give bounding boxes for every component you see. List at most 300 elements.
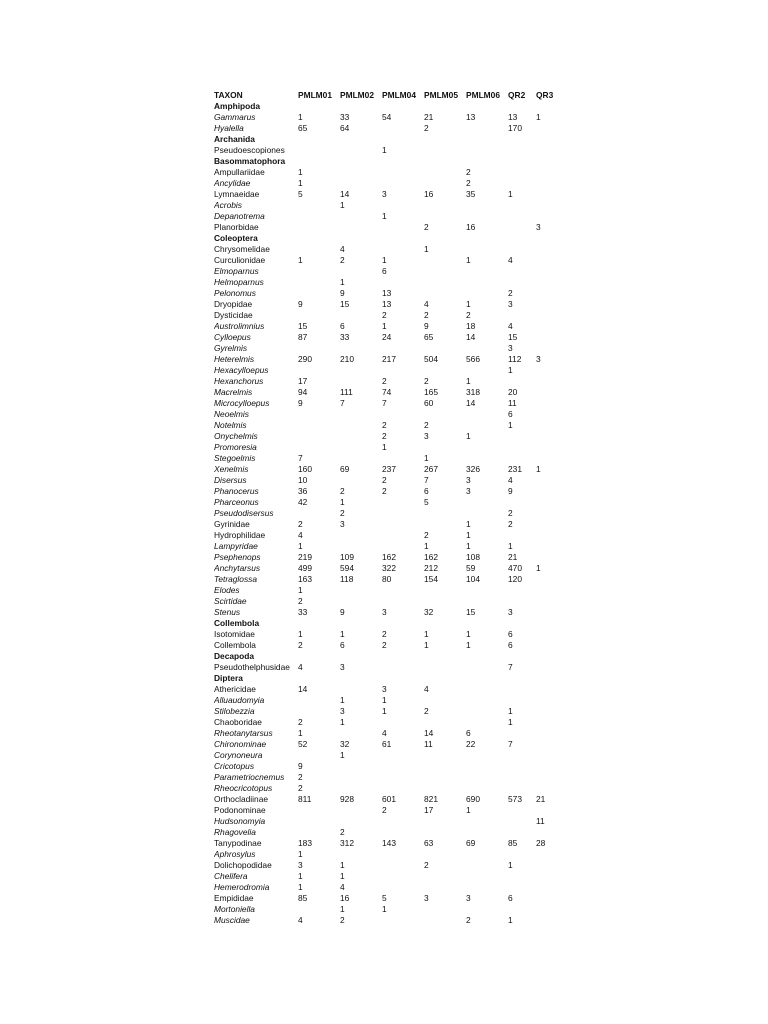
taxon-name-cell: Chelifera — [214, 871, 248, 881]
count-cell-pmlm06 — [466, 211, 508, 222]
taxon-name-cell: Stegoelmis — [214, 453, 256, 463]
count-cell-pmlm04: 1 — [382, 695, 387, 705]
count-cell-pmlm05 — [424, 816, 466, 827]
count-cell-pmlm01 — [298, 101, 340, 112]
table-row — [214, 915, 564, 926]
count-cell-pmlm06 — [466, 508, 508, 519]
table-row — [214, 805, 564, 816]
count-cell-pmlm06 — [466, 684, 508, 695]
count-cell-pmlm04 — [382, 123, 424, 134]
count-cell-pmlm02: 109 — [340, 552, 354, 562]
count-cell-qr3 — [536, 706, 564, 717]
count-cell-pmlm02: 69 — [340, 464, 350, 474]
group-name-cell: Amphipoda — [214, 101, 261, 111]
count-cell-pmlm05: 65 — [424, 332, 434, 342]
table-row — [214, 596, 564, 607]
taxon-name-cell: Rhagovelia — [214, 827, 256, 837]
count-cell-qr3 — [536, 200, 564, 211]
count-cell-pmlm02: 111 — [340, 387, 353, 397]
count-cell-qr2: 6 — [508, 409, 513, 419]
count-cell-qr2 — [508, 849, 536, 860]
count-cell-pmlm05 — [424, 882, 466, 893]
count-cell-pmlm04: 2 — [382, 420, 387, 430]
count-cell-pmlm04: 4 — [382, 728, 387, 738]
count-cell-pmlm06 — [466, 365, 508, 376]
column-header-pmlm01: PMLM01 — [298, 90, 332, 100]
count-cell-pmlm02 — [340, 310, 382, 321]
count-cell-pmlm05: 6 — [424, 486, 429, 496]
count-cell-pmlm04: 1 — [382, 145, 387, 155]
count-cell-pmlm02 — [340, 728, 382, 739]
count-cell-pmlm01: 4 — [298, 662, 303, 672]
count-cell-pmlm02 — [340, 618, 382, 629]
column-header-qr2: QR2 — [508, 90, 526, 100]
table-row — [214, 310, 564, 321]
count-cell-pmlm01: 1 — [298, 629, 303, 639]
count-cell-pmlm05 — [424, 519, 466, 530]
count-cell-pmlm02: 1 — [340, 277, 345, 287]
taxon-name-cell: Pelonomus — [214, 288, 256, 298]
table-row — [214, 486, 564, 497]
count-cell-pmlm04 — [382, 651, 424, 662]
count-cell-qr2: 9 — [508, 486, 513, 496]
count-cell-qr3 — [536, 266, 564, 277]
taxon-name-cell: Hydrophilidae — [214, 530, 266, 540]
count-cell-pmlm04 — [382, 156, 424, 167]
count-cell-qr3 — [536, 607, 564, 618]
count-cell-pmlm02 — [340, 805, 382, 816]
taxon-name-cell: Rheotanytarsus — [214, 728, 273, 738]
count-cell-pmlm01: 1 — [298, 541, 303, 551]
table-row — [214, 332, 564, 343]
taxon-name-cell: Promoresia — [214, 442, 257, 452]
count-cell-pmlm05: 2 — [424, 706, 429, 716]
count-cell-pmlm04 — [382, 750, 424, 761]
count-cell-pmlm02 — [340, 420, 382, 431]
count-cell-qr2 — [508, 134, 536, 145]
count-cell-pmlm01 — [298, 904, 340, 915]
count-cell-pmlm02 — [340, 409, 382, 420]
count-cell-pmlm04: 13 — [382, 299, 392, 309]
table-row — [214, 904, 564, 915]
count-cell-qr2 — [508, 761, 536, 772]
count-cell-qr3: 1 — [536, 563, 541, 573]
table-row — [214, 431, 564, 442]
count-cell-pmlm02 — [340, 266, 382, 277]
count-cell-pmlm06 — [466, 904, 508, 915]
count-cell-qr2 — [508, 145, 536, 156]
count-cell-pmlm06: 1 — [466, 255, 471, 265]
table-row — [214, 376, 564, 387]
table-row — [214, 321, 564, 332]
count-cell-pmlm04 — [382, 343, 424, 354]
count-cell-pmlm05: 267 — [424, 464, 438, 474]
count-cell-pmlm04: 1 — [382, 442, 387, 452]
count-cell-qr2: 6 — [508, 629, 513, 639]
count-cell-pmlm05 — [424, 266, 466, 277]
count-cell-pmlm02: 1 — [340, 860, 345, 870]
count-cell-pmlm02: 1 — [340, 871, 345, 881]
count-cell-qr3 — [536, 310, 564, 321]
count-cell-pmlm04: 1 — [382, 211, 387, 221]
count-cell-pmlm01 — [298, 695, 340, 706]
count-cell-pmlm06: 1 — [466, 519, 471, 529]
count-cell-qr2: 1 — [508, 717, 513, 727]
table-row — [214, 398, 564, 409]
count-cell-pmlm06 — [466, 662, 508, 673]
table-row — [214, 475, 564, 486]
count-cell-pmlm02: 312 — [340, 838, 354, 848]
count-cell-pmlm01: 94 — [298, 387, 308, 397]
count-cell-qr3 — [536, 332, 564, 343]
count-cell-pmlm06 — [466, 585, 508, 596]
count-cell-qr2 — [508, 805, 536, 816]
count-cell-pmlm02: 594 — [340, 563, 354, 573]
count-cell-pmlm05: 2 — [424, 530, 429, 540]
taxon-name-cell: Elmoparnus — [214, 266, 259, 276]
count-cell-qr2: 1 — [508, 420, 513, 430]
count-cell-qr2 — [508, 211, 536, 222]
count-cell-qr3 — [536, 673, 564, 684]
count-cell-pmlm06 — [466, 772, 508, 783]
count-cell-pmlm01: 36 — [298, 486, 308, 496]
taxon-name-cell: Hexanchorus — [214, 376, 264, 386]
count-cell-qr2 — [508, 673, 536, 684]
count-cell-pmlm05: 154 — [424, 574, 438, 584]
taxon-name-cell: Aphrosylus — [214, 849, 256, 859]
taxon-name-cell: Notelmis — [214, 420, 247, 430]
taxon-name-cell: Collembola — [214, 640, 256, 650]
count-cell-qr3: 1 — [536, 464, 541, 474]
count-cell-pmlm04 — [382, 717, 424, 728]
count-cell-pmlm02: 1 — [340, 717, 345, 727]
count-cell-pmlm05: 4 — [424, 684, 429, 694]
count-cell-qr2: 1 — [508, 365, 513, 375]
taxon-name-cell: Mortoniella — [214, 904, 255, 914]
count-cell-qr3 — [536, 552, 564, 563]
count-cell-pmlm01 — [298, 365, 340, 376]
group-name-cell: Collembola — [214, 618, 260, 628]
count-cell-pmlm05: 21 — [424, 112, 434, 122]
count-cell-qr2 — [508, 530, 536, 541]
table-row — [214, 420, 564, 431]
count-cell-pmlm04 — [382, 508, 424, 519]
column-header-qr3: QR3 — [536, 90, 554, 100]
count-cell-pmlm02 — [340, 816, 382, 827]
count-cell-pmlm06 — [466, 442, 508, 453]
table-row — [214, 508, 564, 519]
count-cell-pmlm01 — [298, 156, 340, 167]
count-cell-pmlm02 — [340, 541, 382, 552]
count-cell-pmlm02: 2 — [340, 255, 345, 265]
count-cell-qr2 — [508, 618, 536, 629]
count-cell-pmlm05 — [424, 200, 466, 211]
count-cell-pmlm04: 2 — [382, 431, 387, 441]
count-cell-qr3: 11 — [536, 816, 545, 826]
count-cell-qr3 — [536, 321, 564, 332]
count-cell-qr2 — [508, 596, 536, 607]
count-cell-pmlm06: 14 — [466, 398, 476, 408]
count-cell-pmlm06: 690 — [466, 794, 480, 804]
count-cell-qr3 — [536, 662, 564, 673]
count-cell-pmlm06: 6 — [466, 728, 471, 738]
count-cell-pmlm05: 1 — [424, 541, 429, 551]
count-cell-pmlm04: 13 — [382, 288, 392, 298]
table-row — [214, 277, 564, 288]
count-cell-pmlm04 — [382, 827, 424, 838]
count-cell-pmlm04 — [382, 134, 424, 145]
count-cell-pmlm06 — [466, 816, 508, 827]
count-cell-pmlm05 — [424, 134, 466, 145]
table-row — [214, 343, 564, 354]
count-cell-qr3 — [536, 167, 564, 178]
count-cell-pmlm02 — [340, 585, 382, 596]
count-cell-qr3 — [536, 387, 564, 398]
count-cell-pmlm06 — [466, 596, 508, 607]
count-cell-pmlm06 — [466, 761, 508, 772]
count-cell-pmlm04: 2 — [382, 475, 387, 485]
count-cell-pmlm05: 4 — [424, 299, 429, 309]
group-header-row — [214, 233, 564, 244]
count-cell-qr3 — [536, 486, 564, 497]
taxon-name-cell: Scirtidae — [214, 596, 247, 606]
count-cell-pmlm01 — [298, 211, 340, 222]
taxon-name-cell: Dolichopodidae — [214, 860, 272, 870]
count-cell-qr2 — [508, 871, 536, 882]
taxon-name-cell: Ampullariidae — [214, 167, 265, 177]
count-cell-pmlm05: 2 — [424, 420, 429, 430]
count-cell-qr2: 120 — [508, 574, 522, 584]
count-cell-qr2 — [508, 882, 536, 893]
count-cell-pmlm04: 2 — [382, 640, 387, 650]
count-cell-pmlm06: 2 — [466, 178, 471, 188]
count-cell-pmlm06: 16 — [466, 222, 476, 232]
table-row — [214, 827, 564, 838]
count-cell-pmlm01 — [298, 442, 340, 453]
count-cell-pmlm06: 3 — [466, 893, 471, 903]
count-cell-qr2: 3 — [508, 343, 513, 353]
table-row — [214, 266, 564, 277]
group-name-cell: Decapoda — [214, 651, 255, 661]
table-row — [214, 442, 564, 453]
count-cell-pmlm04 — [382, 772, 424, 783]
count-cell-pmlm06 — [466, 420, 508, 431]
count-cell-pmlm02: 16 — [340, 893, 350, 903]
count-cell-qr3 — [536, 442, 564, 453]
count-cell-qr2: 6 — [508, 640, 513, 650]
count-cell-pmlm02: 4 — [340, 244, 345, 254]
count-cell-pmlm01: 85 — [298, 893, 308, 903]
table-row — [214, 882, 564, 893]
taxon-name-cell: Helmoparnus — [214, 277, 264, 287]
count-cell-qr3 — [536, 629, 564, 640]
table-row — [214, 860, 564, 871]
count-cell-pmlm05: 2 — [424, 123, 429, 133]
table-row — [214, 189, 564, 200]
table-row — [214, 211, 564, 222]
count-cell-pmlm06 — [466, 750, 508, 761]
count-cell-pmlm02 — [340, 684, 382, 695]
count-cell-qr2 — [508, 156, 536, 167]
count-cell-pmlm02: 1 — [340, 629, 345, 639]
count-cell-pmlm05 — [424, 255, 466, 266]
count-cell-pmlm02 — [340, 783, 382, 794]
table-row — [214, 563, 564, 574]
count-cell-pmlm01: 4 — [298, 530, 303, 540]
count-cell-qr2: 170 — [508, 123, 522, 133]
count-cell-pmlm02: 2 — [340, 486, 345, 496]
count-cell-qr3 — [536, 574, 564, 585]
count-cell-pmlm01 — [298, 805, 340, 816]
count-cell-pmlm01 — [298, 673, 340, 684]
count-cell-pmlm04 — [382, 596, 424, 607]
taxon-name-cell: Xenelmis — [214, 464, 249, 474]
count-cell-pmlm01 — [298, 266, 340, 277]
count-cell-pmlm01 — [298, 431, 340, 442]
count-cell-pmlm01 — [298, 409, 340, 420]
count-cell-pmlm01 — [298, 145, 340, 156]
count-cell-pmlm04 — [382, 497, 424, 508]
count-cell-pmlm02: 3 — [340, 706, 345, 716]
count-cell-pmlm04: 237 — [382, 464, 396, 474]
count-cell-pmlm01: 2 — [298, 717, 303, 727]
count-cell-pmlm04 — [382, 662, 424, 673]
count-cell-pmlm06 — [466, 288, 508, 299]
count-cell-pmlm05 — [424, 827, 466, 838]
count-cell-pmlm01: 9 — [298, 398, 303, 408]
count-cell-pmlm04: 601 — [382, 794, 396, 804]
taxon-name-cell: Dysticidae — [214, 310, 253, 320]
table-row — [214, 739, 564, 750]
count-cell-pmlm04: 1 — [382, 904, 387, 914]
taxon-name-cell: Lampyridae — [214, 541, 258, 551]
count-cell-pmlm05 — [424, 508, 466, 519]
count-cell-pmlm01: 499 — [298, 563, 312, 573]
count-cell-pmlm05 — [424, 761, 466, 772]
count-cell-qr2 — [508, 200, 536, 211]
count-cell-qr3 — [536, 904, 564, 915]
count-cell-pmlm04 — [382, 101, 424, 112]
taxon-name-cell: Muscidae — [214, 915, 250, 925]
count-cell-pmlm01: 1 — [298, 871, 303, 881]
count-cell-pmlm01: 3 — [298, 860, 303, 870]
count-cell-pmlm05 — [424, 101, 466, 112]
count-cell-pmlm01 — [298, 244, 340, 255]
count-cell-pmlm06 — [466, 200, 508, 211]
count-cell-pmlm02: 210 — [340, 354, 354, 364]
table-row — [214, 552, 564, 563]
count-cell-qr3 — [536, 530, 564, 541]
table-row — [214, 530, 564, 541]
taxon-name-cell: Microcylloepus — [214, 398, 270, 408]
taxon-name-cell: Onychelmis — [214, 431, 258, 441]
count-cell-pmlm04 — [382, 882, 424, 893]
group-name-cell: Coleoptera — [214, 233, 258, 243]
count-cell-qr3 — [536, 761, 564, 772]
count-cell-pmlm05 — [424, 717, 466, 728]
count-cell-pmlm01 — [298, 618, 340, 629]
count-cell-qr2: 4 — [508, 255, 513, 265]
count-cell-pmlm06: 3 — [466, 475, 471, 485]
count-cell-qr2 — [508, 376, 536, 387]
count-cell-pmlm01 — [298, 827, 340, 838]
table-row — [214, 244, 564, 255]
count-cell-pmlm06 — [466, 871, 508, 882]
count-cell-pmlm02: 33 — [340, 332, 350, 342]
count-cell-qr2 — [508, 827, 536, 838]
count-cell-pmlm04 — [382, 915, 424, 926]
count-cell-qr3: 21 — [536, 794, 546, 804]
taxon-name-cell: Psephenops — [214, 552, 261, 562]
count-cell-pmlm05: 162 — [424, 552, 438, 562]
count-cell-pmlm04 — [382, 860, 424, 871]
count-cell-pmlm05 — [424, 343, 466, 354]
table-row — [214, 706, 564, 717]
count-cell-qr2: 15 — [508, 332, 518, 342]
count-cell-qr3 — [536, 717, 564, 728]
taxon-name-cell: Heterelmis — [214, 354, 255, 364]
count-cell-pmlm01: 17 — [298, 376, 308, 386]
count-cell-pmlm06 — [466, 101, 508, 112]
taxon-name-cell: Hudsonomyia — [214, 816, 266, 826]
taxon-name-cell: Disersus — [214, 475, 247, 485]
taxon-name-cell: Tanypodinae — [214, 838, 262, 848]
count-cell-pmlm06: 3 — [466, 486, 471, 496]
count-cell-pmlm05 — [424, 156, 466, 167]
count-cell-pmlm01: 33 — [298, 607, 308, 617]
count-cell-qr2 — [508, 453, 536, 464]
taxon-name-cell: Stilobezzia — [214, 706, 255, 716]
count-cell-pmlm06: 326 — [466, 464, 480, 474]
table-row — [214, 640, 564, 651]
count-cell-pmlm06 — [466, 145, 508, 156]
count-cell-qr3 — [536, 178, 564, 189]
count-cell-pmlm01 — [298, 651, 340, 662]
count-cell-pmlm04 — [382, 244, 424, 255]
count-cell-qr2: 1 — [508, 189, 513, 199]
count-cell-pmlm02 — [340, 376, 382, 387]
taxon-name-cell: Austrolimnius — [214, 321, 265, 331]
count-cell-pmlm06 — [466, 717, 508, 728]
count-cell-pmlm05 — [424, 288, 466, 299]
count-cell-qr2: 7 — [508, 739, 513, 749]
count-cell-qr3 — [536, 684, 564, 695]
count-cell-qr3 — [536, 827, 564, 838]
table-row — [214, 761, 564, 772]
count-cell-qr2: 20 — [508, 387, 518, 397]
table-row — [214, 288, 564, 299]
count-cell-qr3 — [536, 651, 564, 662]
count-cell-pmlm04: 217 — [382, 354, 396, 364]
table-row — [214, 497, 564, 508]
count-cell-pmlm04 — [382, 453, 424, 464]
count-cell-pmlm02 — [340, 222, 382, 233]
taxon-name-cell: Anchytarsus — [214, 563, 261, 573]
count-cell-qr3 — [536, 640, 564, 651]
count-cell-qr2: 2 — [508, 288, 513, 298]
count-cell-pmlm02 — [340, 134, 382, 145]
count-cell-qr3 — [536, 398, 564, 409]
count-cell-pmlm04: 2 — [382, 486, 387, 496]
count-cell-pmlm04 — [382, 530, 424, 541]
taxon-name-cell: Elodes — [214, 585, 240, 595]
count-cell-qr3 — [536, 915, 564, 926]
count-cell-pmlm04 — [382, 871, 424, 882]
count-cell-pmlm04: 2 — [382, 629, 387, 639]
count-cell-pmlm02 — [340, 673, 382, 684]
table-row — [214, 145, 564, 156]
count-cell-pmlm02: 4 — [340, 882, 345, 892]
